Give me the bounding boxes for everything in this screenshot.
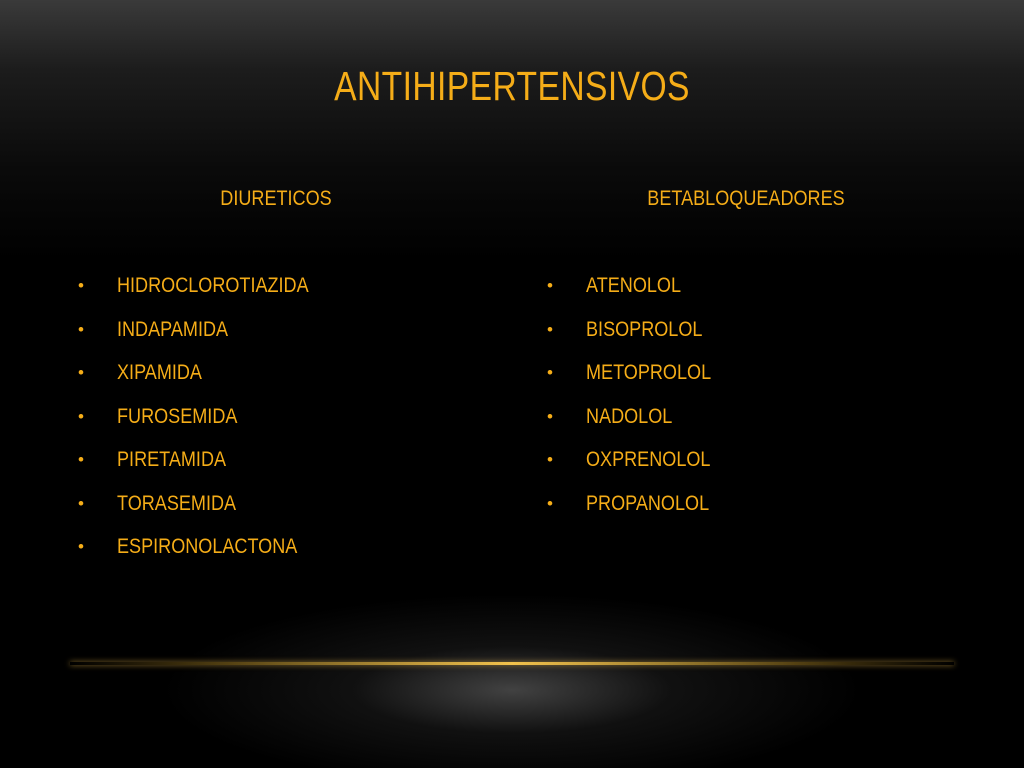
bullet-icon: • [547, 319, 553, 339]
bullet-icon: • [78, 276, 84, 295]
bullet-icon: • [547, 363, 553, 382]
spotlight-glow [162, 570, 862, 768]
list-item [78, 316, 340, 360]
bullet-icon: • [547, 493, 553, 513]
list-item [547, 446, 731, 490]
list-item-label: PROPANOLOL [586, 491, 710, 515]
list-item [78, 359, 340, 403]
list-item [547, 490, 731, 534]
list-item-label: XIPAMIDA [117, 361, 202, 384]
list-item-label: INDAPAMIDA [117, 317, 229, 341]
list-item-label: TORASEMIDA [117, 491, 237, 515]
list-item-label: PIRETAMIDA [117, 448, 227, 471]
list-item-label: ATENOLOL [586, 274, 682, 297]
column-heading-betabloqueadores: BETABLOQUEADORES [647, 187, 845, 210]
list-item [78, 272, 340, 316]
slide-title: ANTIHIPERTENSIVOS [334, 63, 690, 109]
column-heading-diureticos: DIURETICOS [220, 187, 332, 210]
bullet-icon: • [547, 406, 553, 426]
bullet-icon: • [78, 493, 84, 513]
list-item [547, 403, 731, 447]
list-item [78, 403, 340, 447]
bullet-icon: • [547, 450, 553, 469]
list-item-label: FUROSEMIDA [117, 404, 238, 428]
list-item [547, 359, 731, 403]
list-item-label: NADOLOL [586, 404, 673, 428]
list-item [547, 316, 731, 360]
list-item-label: OXPRENOLOL [586, 448, 711, 471]
floor-highlight-line [70, 662, 954, 665]
list-item-label: ESPIRONOLACTONA [117, 535, 298, 558]
bullet-icon: • [78, 450, 84, 469]
bullet-icon: • [78, 319, 84, 339]
bullet-icon: • [78, 537, 84, 556]
list-item [78, 490, 340, 534]
bullet-icon: • [78, 363, 84, 382]
diureticos-list [78, 272, 340, 577]
list-item-label: HIDROCLOROTIAZIDA [117, 274, 309, 297]
betabloqueadores-list [547, 272, 731, 533]
bullet-icon: • [547, 276, 553, 295]
list-item-label: METOPROLOL [586, 361, 712, 384]
list-item [547, 272, 731, 316]
list-item [78, 533, 340, 577]
list-item-label: BISOPROLOL [586, 317, 703, 341]
bullet-icon: • [78, 406, 84, 426]
list-item [78, 446, 340, 490]
